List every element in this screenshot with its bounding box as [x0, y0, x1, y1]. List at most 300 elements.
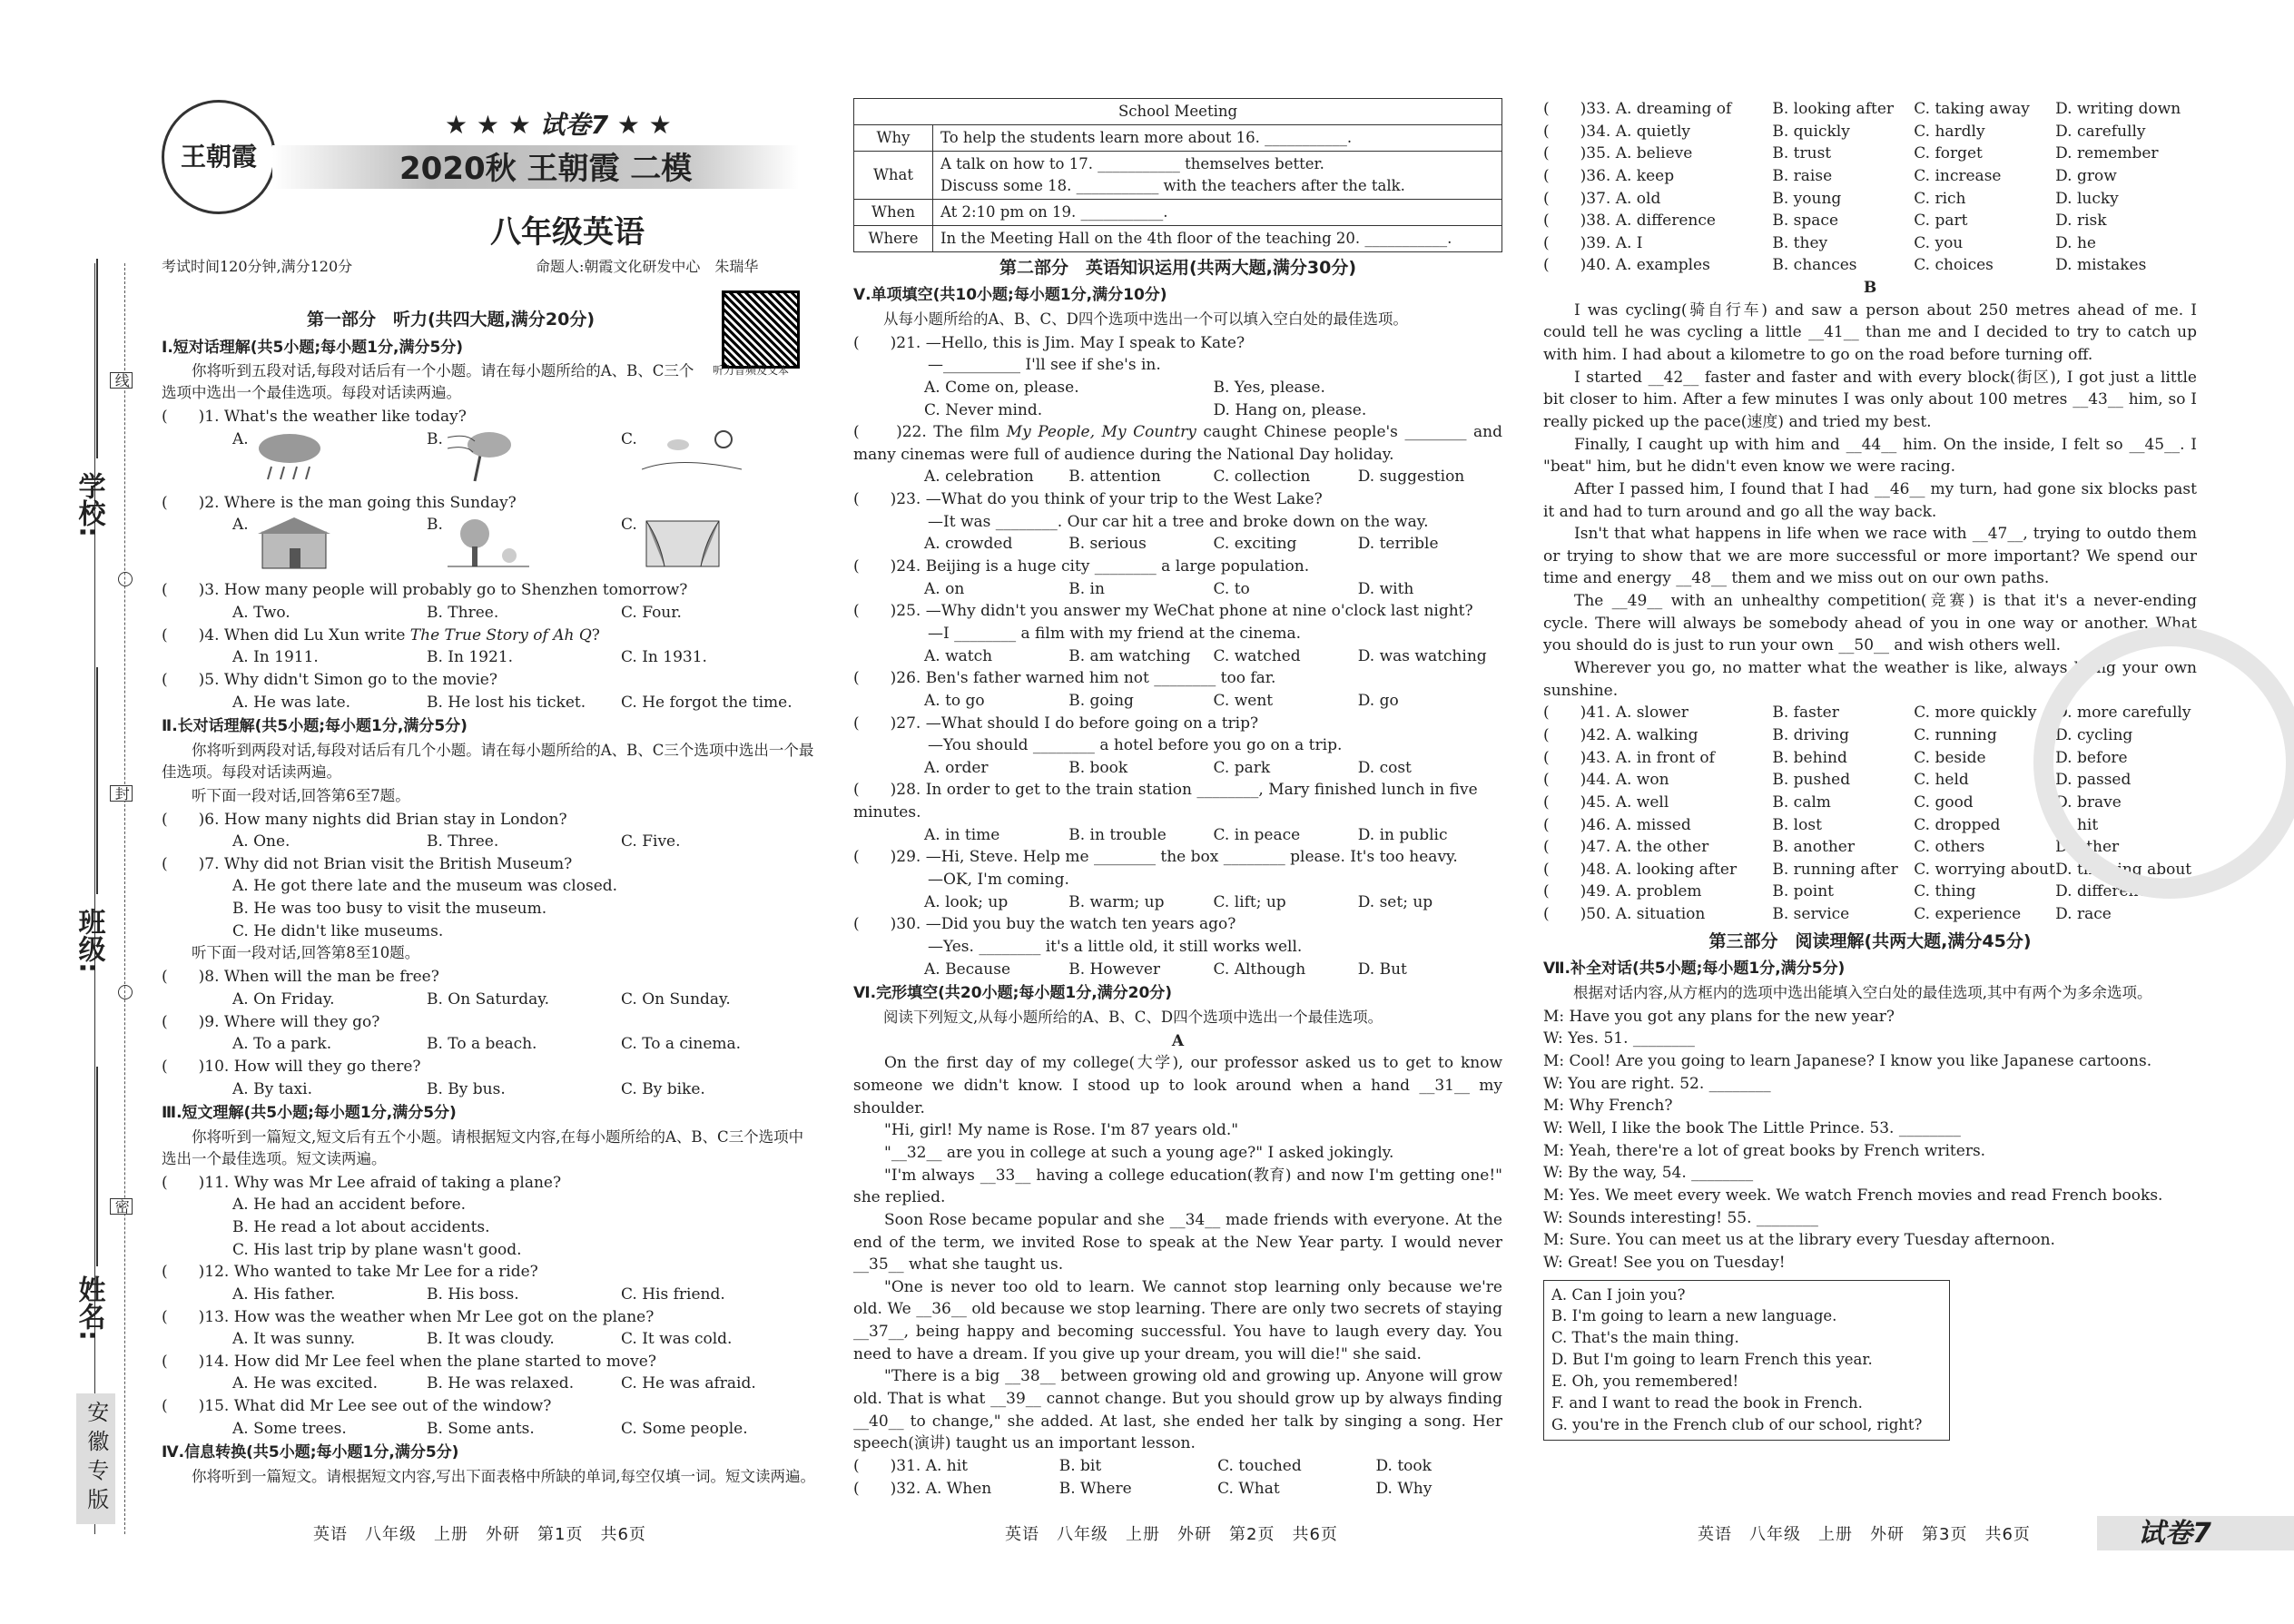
option-b: B. bit	[1058, 1456, 1102, 1475]
option-c: C. dropped	[1914, 815, 2001, 834]
option-b: B. am watching	[1068, 646, 1191, 665]
option-c: C. It was cold.	[621, 1330, 733, 1349]
option-a: ( )35. A. believe	[1543, 144, 1693, 163]
option-a: A. look; up	[924, 892, 1009, 911]
row-cell[interactable]: At 2:10 pm on 19. ___________.	[933, 199, 1502, 225]
option-d: D. thinking about	[2055, 860, 2192, 879]
part3-title: 第三部分 阅读理解(共两大题,满分45分)	[1708, 930, 2032, 951]
option-a: ( )47. A. the other	[1543, 838, 1709, 857]
option-item: C. That's the main thing.	[1551, 1329, 1739, 1347]
row-cell[interactable]: In the Meeting Hall on the 4th floor of the teaching 20. ___________.	[933, 225, 1502, 251]
option-c: C. lift; up	[1213, 892, 1286, 911]
option-d: D. took	[1375, 1456, 1432, 1475]
rain-cloud-icon	[253, 428, 389, 490]
part1-title: 第一部分 听力(共四大题,满分20分)	[307, 310, 596, 330]
section5-title: Ⅴ.单项填空(共10小题;每小题1分,满分10分)	[853, 286, 1167, 305]
option-row	[1543, 188, 2197, 211]
gutter-line	[94, 263, 95, 1534]
option-d: D. passed	[2055, 771, 2132, 790]
logo-text: 王朝霞	[180, 141, 257, 172]
dialog-line: W: Well, I like the book The Little Prince. 53. ________	[1543, 1119, 1961, 1138]
option-a: A. On Friday.	[232, 989, 335, 1009]
option-d: D. Why	[1375, 1479, 1433, 1498]
option-row	[1543, 98, 2197, 121]
passage-paragraph: Finally, I caught up with him and __44__ him. On the inside, I felt so __45__. I "beat" him, but he didn't even know we were racing.	[1543, 435, 2197, 477]
question-text: ( )27. —What should I do before going on a trip?	[853, 714, 1259, 733]
option-a: A. It was sunny.	[232, 1330, 356, 1349]
option-d: D. brave	[2055, 792, 2122, 812]
watermark-seal	[2033, 626, 2294, 899]
option-d: D. was watching	[1357, 646, 1487, 665]
option-c: C. Never mind.	[924, 400, 1043, 419]
option-a: ( )49. A. problem	[1543, 882, 1702, 901]
question-text: ( )28. In order to get to the train station ________, Mary finished lunch in five minutes.	[853, 781, 1478, 822]
question-26	[853, 667, 1502, 712]
option-a: A. Two.	[232, 603, 290, 622]
option-b: B. By bus.	[427, 1079, 506, 1098]
punch-hole-icon	[118, 572, 133, 586]
dialog-line: M: Yes. We meet every week. We watch French movies and read French books.	[1543, 1186, 2163, 1205]
option-c: C. held	[1914, 771, 1969, 790]
option-b: B. looking after	[1772, 100, 1895, 118]
row-cell[interactable]: A talk on how to 17. ___________ themselves better. Discuss some 18. ___________ with the teachers after the talk.	[933, 151, 1502, 199]
question-9	[162, 1011, 815, 1056]
option-a: ( )38. A. difference	[1543, 212, 1716, 231]
park-icon	[448, 514, 584, 576]
question-line: —OK, I'm coming.	[928, 871, 1069, 890]
question-text: ( )15. What did Mr Lee see out of the window?	[162, 1397, 552, 1416]
question-text: ( )6. How many nights did Brian stay in London?	[162, 810, 567, 829]
dialog-line: W: You are right. 52. ________	[1543, 1074, 1771, 1093]
question-text: ( )10. How will they go there?	[162, 1057, 421, 1076]
question-text: ( )12. Who wanted to take Mr Lee for a ride?	[162, 1263, 538, 1282]
option-b: B.	[427, 428, 621, 492]
sunny-field-icon	[642, 428, 778, 490]
question-2	[162, 492, 815, 580]
option-c: C. rich	[1914, 189, 1966, 208]
section2-sub2: 听下面一段对话,回答第8至10题。	[192, 944, 420, 962]
question-27	[853, 713, 1502, 780]
option-a: ( )41. A. slower	[1543, 704, 1689, 723]
cloze-options-a	[1543, 98, 2197, 277]
dialog-line: W: By the way, 54. ________	[1543, 1164, 1754, 1183]
option-a: A. In 1911.	[232, 648, 319, 667]
question-4	[162, 625, 815, 669]
option-a: A. He was excited.	[232, 1374, 378, 1393]
dialog-line: M: Why French?	[1543, 1097, 1673, 1116]
option-d: D. Hang on, please.	[1213, 400, 1367, 419]
column-1	[162, 304, 815, 1490]
option-row	[1543, 903, 2197, 926]
name-field-line	[96, 1067, 98, 1266]
passage-paragraph: "__32__ are you in college at such a young age?" I asked jokingly.	[884, 1143, 1394, 1162]
option-d: D. in public	[1357, 825, 1448, 844]
option-b: B. He read a lot about accidents.	[232, 1217, 490, 1236]
author-info: 命题人:朝霞文化研发中心 朱瑞华	[536, 258, 759, 275]
option-b: B. chances	[1772, 256, 1857, 275]
option-row	[1543, 881, 2197, 903]
dialog-line: W: Sounds interesting! 55. ________	[1543, 1208, 1818, 1227]
option-a: ( )40. A. examples	[1543, 256, 1710, 275]
passage-paragraph: Soon Rose became popular and she __34__ made friends with everyone. At the end of the term, we invited Rose to speak at the New Year party. I would never __35__ what she taught us.	[853, 1210, 1502, 1275]
option-c: C. By bike.	[621, 1079, 705, 1098]
option-d: D. difference	[2055, 882, 2157, 901]
option-a: A. He had an accident before.	[232, 1196, 467, 1215]
option-b: B. faster	[1772, 704, 1839, 723]
option-b: B. book	[1068, 758, 1128, 777]
option-a: A. Because	[924, 960, 1011, 979]
option-c: C. What	[1217, 1479, 1280, 1498]
option-a: A. celebration	[924, 468, 1034, 487]
building-icon	[253, 514, 389, 576]
option-c: C. in peace	[1213, 825, 1301, 844]
option-row	[1543, 232, 2197, 255]
option-c: C. His last trip by plane wasn't good.	[232, 1240, 522, 1259]
option-b: B. driving	[1772, 725, 1849, 744]
passage-paragraph: "I'm always __33__ having a college education(教育) and now I'm getting one!" she replied.	[853, 1166, 1502, 1207]
option-b: B. calm	[1772, 792, 1831, 812]
section6-instructions: 阅读下列短文,从每小题所给的A、B、C、D四个选项中选出一个最佳选项。	[883, 1008, 1383, 1026]
option-a: ( )48. A. looking after	[1543, 860, 1738, 879]
question-line: —Yes. ________ it's a little old, it still works well.	[928, 937, 1303, 956]
option-d: D. with	[1357, 579, 1414, 598]
passage-paragraph: "Hi, girl! My name is Rose. I'm 87 years old."	[884, 1121, 1239, 1140]
option-c: C. To a cinema.	[621, 1035, 742, 1054]
option-b: B. pushed	[1772, 771, 1851, 790]
option-b: B. service	[1772, 905, 1850, 924]
school-label: 学校:	[73, 472, 105, 537]
question-22	[853, 421, 1502, 488]
option-item: B. I'm going to learn a new language.	[1551, 1307, 1837, 1325]
question-text: ( )22. The film My People, My Country caught Chinese people's ________ and many cinemas were full of audience during the National Day holiday.	[853, 423, 1502, 464]
footer-page-1: 英语 八年级 上册 外研 第1页 共6页	[313, 1525, 646, 1544]
option-d: D. grow	[2055, 166, 2117, 185]
edition-label: 安徽专版	[76, 1393, 115, 1524]
option-a: A. in time	[924, 825, 1000, 844]
option-c: C.	[621, 514, 815, 579]
option-d: D. writing down	[2055, 100, 2181, 118]
question-10	[162, 1056, 815, 1100]
option-c: C. He forgot the time.	[621, 693, 793, 712]
subject-title: 八年级英语	[490, 214, 645, 251]
option-b: B. His boss.	[427, 1284, 519, 1304]
option-c: C. hardly	[1914, 122, 1985, 141]
option-a: A. on	[924, 579, 965, 598]
option-c: C. went	[1213, 691, 1274, 710]
option-c: C. thing	[1914, 882, 1976, 901]
question-3	[162, 579, 815, 624]
table-row	[854, 199, 1502, 225]
section2-sub1: 听下面一段对话,回答第6至7题。	[192, 786, 410, 804]
option-c: C. beside	[1914, 748, 1986, 767]
theater-stage-icon	[642, 514, 778, 576]
option-c: C. His friend.	[621, 1284, 725, 1304]
section1-instructions: 你将听到五段对话,每段对话后有一个小题。请在每小题所给的A、B、C三个选项中选出一个最佳选项。每段对话读两遍。	[162, 362, 694, 402]
question-15	[162, 1395, 815, 1440]
option-a: A. Come on, please.	[924, 378, 1079, 397]
option-d: D. go	[1357, 691, 1399, 710]
option-a: A. to go	[924, 691, 985, 710]
option-a: ( )50. A. situation	[1543, 905, 1706, 924]
option-d: D. other	[2055, 838, 2120, 857]
option-b: B. He was too busy to visit the museum.	[232, 900, 547, 919]
option-a: A. By taxi.	[232, 1079, 312, 1098]
option-a: A. He was late.	[232, 693, 351, 712]
section4-title: Ⅳ.信息转换(共5小题;每小题1分,满分5分)	[162, 1443, 459, 1462]
school-meeting-table	[853, 98, 1502, 252]
option-a: ( )45. A. well	[1543, 792, 1669, 812]
question-line: —It was ________. Our car hit a tree and broke down on the way.	[928, 512, 1429, 531]
table-row	[854, 225, 1502, 251]
section2-instructions: 你将听到两段对话,每段对话后有几个小题。请在每小题所给的A、B、C三个选项中选出一个最佳选项。每段对话读两遍。	[162, 741, 814, 781]
question-25	[853, 600, 1502, 667]
dialog-line: W: Great! See you on Tuesday!	[1543, 1253, 1786, 1272]
dialog-line: M: Yeah, there're a lot of great books by French writers.	[1543, 1141, 1986, 1160]
question-8	[162, 966, 815, 1010]
option-a: ( )33. A. dreaming of	[1543, 100, 1732, 118]
question-6	[162, 809, 815, 853]
question-text: ( )25. —Why didn't you answer my WeChat phone at nine o'clock last night?	[853, 602, 1473, 621]
passage-paragraph: I started __42__ faster and faster and with every block(街区), I got just a little bit closer to him. After a few minutes I was only about 100 metres __43__ him, so I really picked up the pace(速度) and tried my best.	[1543, 368, 2197, 431]
passage-paragraph: I was cycling(骑自行车) and saw a person about 250 metres ahead of me. I could tell he was cycling a little __41__ than me and I decided to try to catch up with him. I had about a kilometre to go on the road before turning off.	[1543, 300, 2197, 365]
question-29	[853, 846, 1502, 913]
seal-line	[124, 263, 126, 1534]
question-text: ( )7. Why did not Brian visit the British Museum?	[162, 854, 573, 873]
option-b: B. He was relaxed.	[427, 1374, 575, 1393]
series-title: ★ ★ ★ 试卷7 ★ ★	[445, 110, 672, 140]
question-text: ( )5. Why didn't Simon go to the movie?	[162, 670, 497, 689]
option-item: E. Oh, you remembered!	[1551, 1373, 1739, 1391]
option-a: A. watch	[924, 646, 993, 665]
row-header: Why	[854, 124, 933, 151]
option-b: B. In 1921.	[427, 648, 514, 667]
question-23	[853, 488, 1502, 556]
column-2	[853, 98, 1502, 1500]
option-d: D. more carefully	[2055, 704, 2191, 723]
option-a: A. crowded	[924, 535, 1013, 554]
option-b: B. On Saturday.	[427, 989, 550, 1009]
question-line: —I ________ a film with my friend at the cinema.	[928, 624, 1302, 643]
option-b: B. It was cloudy.	[427, 1330, 555, 1349]
question-12	[162, 1261, 815, 1305]
option-c: C. touched	[1217, 1456, 1302, 1475]
passage-paragraph: "One is never too old to learn. We cannot stop learning only because we're old. We __36__ old because we stop learning. There are only two secrets of staying __37__, being happy and becoming successful. You have to laugh every day. You need to have a dream. If you give up your dream, you will die!" she said.	[853, 1277, 1502, 1363]
option-a: ( )34. A. quietly	[1543, 122, 1690, 141]
option-c: C. part	[1914, 212, 1968, 231]
row-header: When	[854, 199, 933, 225]
option-row	[1543, 210, 2197, 232]
option-d: D. cycling	[2055, 725, 2133, 744]
option-c: C. running	[1914, 725, 1997, 744]
option-c: C. On Sunday.	[621, 989, 731, 1009]
option-b: B. in trouble	[1068, 825, 1167, 844]
option-b: B. lost	[1772, 815, 1822, 834]
option-c: C. to	[1213, 579, 1250, 598]
option-a: ( )32. A. When	[853, 1479, 992, 1498]
option-c: C. He didn't like museums.	[232, 921, 444, 940]
row-header: Where	[854, 225, 933, 251]
option-d: D. risk	[2055, 212, 2107, 231]
option-d: D. But	[1357, 960, 1407, 979]
brand-title: 2020秋 王朝霞 二模	[399, 151, 693, 187]
option-a: A. Some trees.	[232, 1419, 347, 1438]
class-label: 班级:	[73, 908, 105, 973]
option-b: B. trust	[1772, 144, 1832, 163]
option-b: B. another	[1772, 838, 1855, 857]
school-field-line	[96, 259, 98, 458]
option-d: D. before	[2055, 748, 2128, 767]
passage-paragraph: The __49__ with an unhealthy competition(竞赛) is that it's a never-ending cycle. There will always be somebody ahead of you in one way or another. What you should do is just to run your own __50__ and wish others well.	[1543, 592, 2197, 655]
question-5	[162, 669, 815, 714]
option-c: C. collection	[1213, 468, 1311, 487]
option-a: ( )44. A. won	[1543, 771, 1669, 790]
option-b: B.	[427, 514, 621, 579]
dialog-line: M: Have you got any plans for the new year?	[1543, 1007, 1895, 1026]
question-text: ( )2. Where is the man going this Sunday?	[162, 493, 517, 512]
table-title: School Meeting	[854, 99, 1502, 125]
option-c: C. taking away	[1914, 100, 2030, 118]
option-c: C. good	[1914, 792, 1974, 812]
option-c: C. more quickly	[1914, 704, 2037, 723]
row-cell[interactable]: To help the students learn more about 16. ___________.	[933, 124, 1502, 151]
brand-logo	[162, 100, 276, 214]
option-row	[1543, 165, 2197, 188]
options-box	[1543, 1280, 1950, 1441]
option-d: D. lucky	[2055, 189, 2119, 208]
seal-mark-feng: 封	[110, 785, 133, 802]
question-text: ( )9. Where will they go?	[162, 1012, 380, 1031]
question-13	[162, 1306, 815, 1351]
footer-page-3: 英语 八年级 上册 外研 第3页 共6页	[1698, 1525, 2031, 1544]
option-d: D. carefully	[2055, 122, 2146, 141]
section2-title: Ⅱ.长对话理解(共5小题;每小题1分,满分5分)	[162, 717, 468, 736]
option-a: A. He got there late and the museum was closed.	[232, 877, 618, 896]
option-b: B. going	[1068, 691, 1134, 710]
question-14	[162, 1351, 815, 1395]
option-a: ( )42. A. walking	[1543, 725, 1698, 744]
section7-instructions: 根据对话内容,从方框内的选项中选出能填入空白处的最佳选项,其中有两个为多余选项。	[1573, 983, 2152, 1001]
option-a: A. order	[924, 758, 989, 777]
option-a: ( )39. A. I	[1543, 233, 1643, 252]
option-row	[1543, 143, 2197, 165]
question-text: ( )29. —Hi, Steve. Help me ________ the box ________ please. It's too heavy.	[853, 848, 1458, 867]
part2-title: 第二部分 英语知识运用(共两大题,满分30分)	[999, 257, 1357, 278]
question-28	[853, 779, 1502, 846]
passage-b-label: B	[1863, 279, 1877, 298]
question-line: —You should ________ a hotel before you go on a trip.	[928, 736, 1343, 755]
dialog	[1543, 1006, 2197, 1275]
question-text: ( )23. —What do you think of your trip to the West Lake?	[853, 490, 1323, 509]
name-label: 姓名:	[73, 1275, 105, 1341]
option-b: B. To a beach.	[427, 1035, 537, 1054]
passage-b	[1543, 300, 2197, 703]
option-b: B. space	[1772, 212, 1838, 231]
question-text: ( )4. When did Lu Xun write The True Story of Ah Q?	[162, 625, 600, 645]
section1-title: Ⅰ.短对话理解(共5小题;每小题1分,满分5分)	[162, 338, 464, 357]
question-32	[853, 1478, 1502, 1501]
passage-paragraph: "There is a big __38__ between growing old and growing up. Anyone will grow old. That is what __39__ cannot change. But you should grow up by always finding __40__ to change," she added. At last, she ended her talk by singing a song. Her speech(演讲) taught us an important lesson.	[853, 1367, 1502, 1453]
option-b: B. behind	[1772, 748, 1847, 767]
windy-tree-icon	[448, 428, 584, 490]
class-field-line	[96, 667, 98, 894]
option-b: B. warm; up	[1068, 892, 1165, 911]
option-b: B. Yes, please.	[1213, 378, 1325, 397]
passage-paragraph: On the first day of my college(大学), our professor asked us to get to know someone we didn't know. I stood up to look around when a hand __31__ my shoulder.	[853, 1054, 1502, 1117]
question-7	[162, 853, 815, 943]
question-text: ( )26. Ben's father warned him not ________ too far.	[853, 669, 1276, 688]
option-d: D. set; up	[1357, 892, 1433, 911]
dialog-line: M: Cool! Are you going to learn Japanese? I know you like Japanese cartoons.	[1543, 1052, 2152, 1071]
option-b: B. point	[1772, 882, 1835, 901]
option-item: D. But I'm going to learn French this year.	[1551, 1351, 1873, 1369]
option-a: ( )46. A. missed	[1543, 815, 1691, 834]
option-b: B. Where	[1058, 1479, 1132, 1498]
option-a: ( )31. A. hit	[853, 1456, 969, 1475]
option-c: C. forget	[1914, 144, 1983, 163]
option-b: B. running after	[1772, 860, 1898, 879]
option-c: C. Although	[1213, 960, 1306, 979]
option-d: D. suggestion	[1357, 468, 1465, 487]
passage-paragraph: Wherever you go, no matter what the weather is like, always bring your own sunshine.	[1543, 659, 2197, 700]
option-c: C. Five.	[621, 832, 681, 851]
option-item: A. Can I join you?	[1551, 1285, 1686, 1304]
punch-hole-icon	[118, 985, 133, 999]
section5-instructions: 从每小题所给的A、B、C、D四个选项中选出一个可以填入空白处的最佳选项。	[883, 310, 1408, 328]
option-c: C. exciting	[1213, 535, 1297, 554]
option-c: C. He was afraid.	[621, 1374, 756, 1393]
question-11	[162, 1172, 815, 1262]
option-a: ( )37. A. old	[1543, 189, 1661, 208]
option-c: C. experience	[1914, 905, 2022, 924]
option-c: C. others	[1914, 838, 1985, 857]
table-row	[854, 124, 1502, 151]
option-c: C. Some people.	[621, 1419, 748, 1438]
question-text: ( )21. —Hello, this is Jim. May I speak to Kate?	[853, 333, 1245, 352]
option-b: B. they	[1772, 233, 1828, 252]
question-text: ( )11. Why was Mr Lee afraid of taking a plane?	[162, 1173, 562, 1192]
question-text: ( )30. —Did you buy the watch ten years ago?	[853, 915, 1236, 934]
option-d: D. remember	[2055, 144, 2159, 163]
option-b: B. However	[1068, 960, 1161, 979]
option-c: C.	[621, 428, 815, 492]
option-d: D. he	[2055, 233, 2096, 252]
option-b: B. Three.	[427, 603, 499, 622]
option-b: B. Some ants.	[427, 1419, 535, 1438]
table-row	[854, 151, 1502, 199]
option-a: A.	[232, 514, 427, 579]
binding-gutter	[0, 0, 131, 1543]
question-text: ( )14. How did Mr Lee feel when the plane started to move?	[162, 1352, 656, 1371]
seal-mark-xian: 线	[110, 372, 133, 389]
option-c: C. In 1931.	[621, 648, 707, 667]
exam-info: 考试时间120分钟,满分120分	[162, 258, 353, 275]
option-row	[1543, 121, 2197, 143]
section3-title: Ⅲ.短文理解(共5小题;每小题1分,满分5分)	[162, 1104, 457, 1123]
section3-instructions: 你将听到一篇短文,短文后有五个小题。请根据短文内容,在每小题所给的A、B、C三个选项中选出一个最佳选项。短文读两遍。	[162, 1127, 804, 1167]
row-header: What	[854, 151, 933, 199]
option-d: D. race	[2055, 905, 2112, 924]
option-row	[1543, 254, 2197, 277]
question-text: ( )3. How many people will probably go to Shenzhen tomorrow?	[162, 581, 688, 600]
option-c: C. you	[1914, 233, 1964, 252]
option-b: B. raise	[1772, 166, 1833, 185]
question-1	[162, 406, 815, 492]
option-b: B. attention	[1068, 468, 1161, 487]
question-text: ( )1. What's the weather like today?	[162, 408, 467, 427]
question-31	[853, 1455, 1502, 1478]
option-item: G. you're in the French club of our school, right?	[1551, 1416, 1923, 1434]
question-30	[853, 913, 1502, 980]
